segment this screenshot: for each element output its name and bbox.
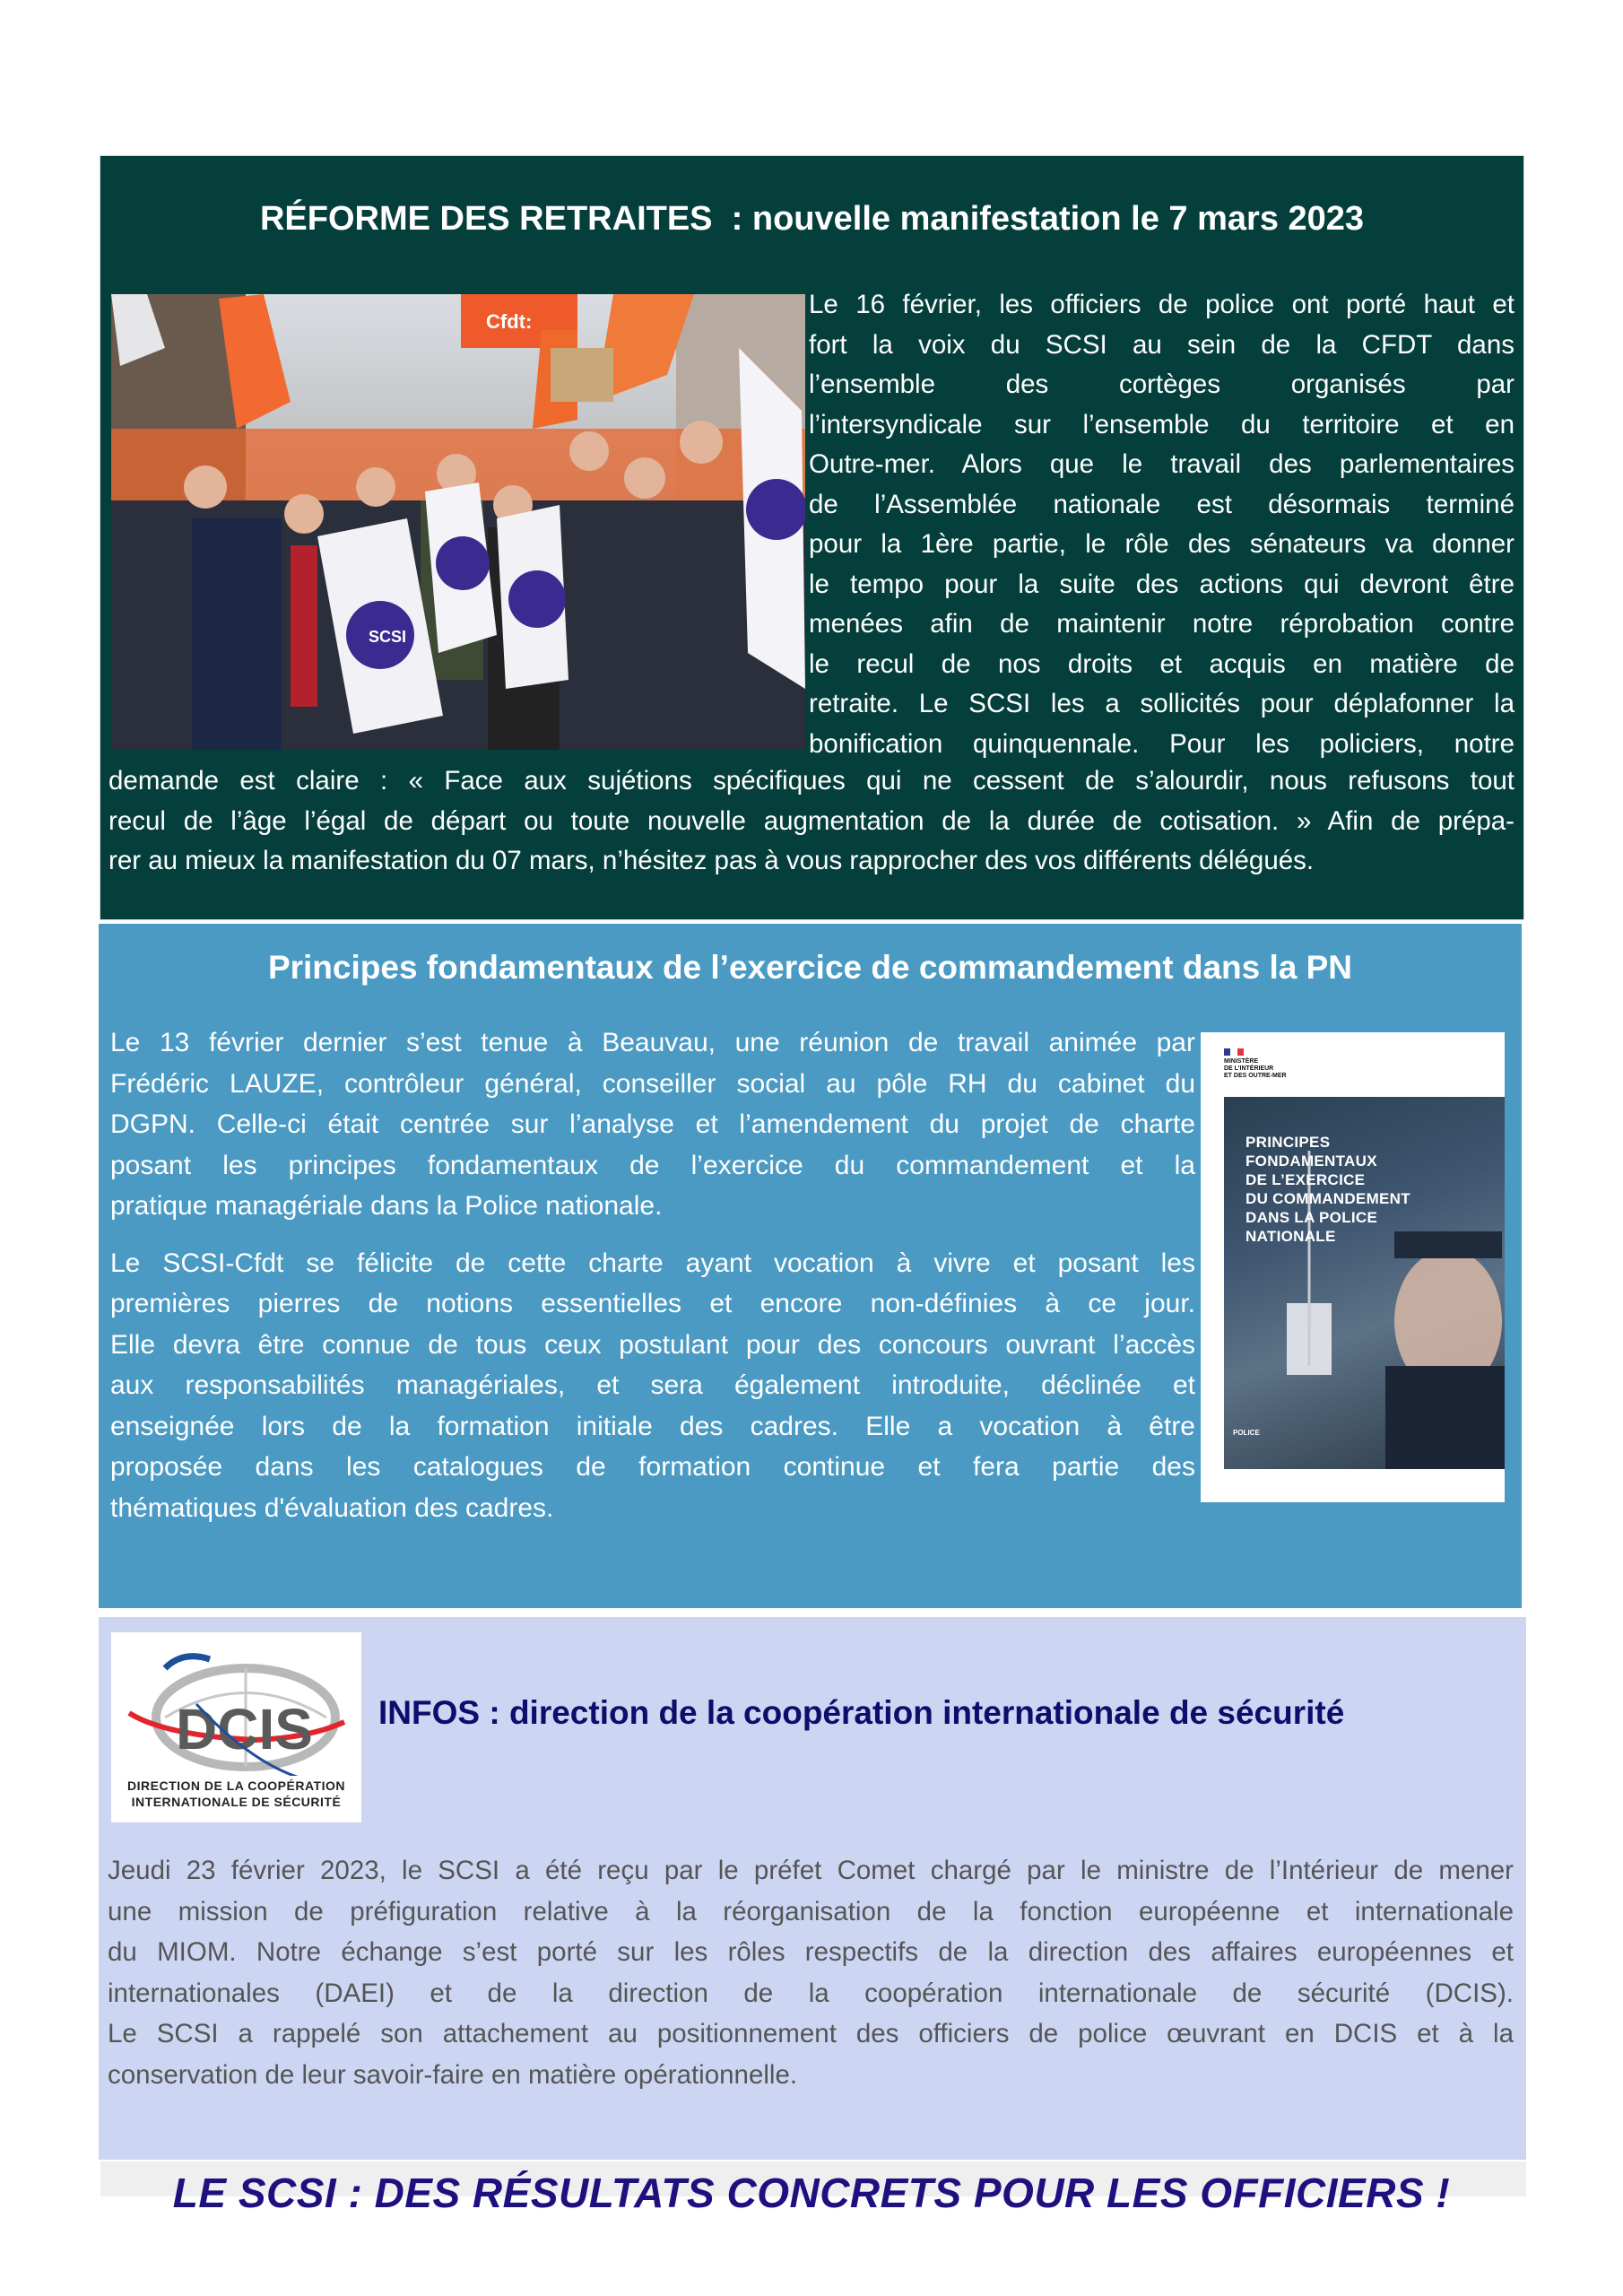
dcis-logo-text: DCIS [176, 1697, 313, 1761]
section-title-dcis: INFOS : direction de la coopération internationale de sécurité [378, 1694, 1345, 1731]
text-line: premières pierres de notions essentielles et encore non-définies à ce jour. [110, 1289, 1195, 1318]
section-principes-commandement [99, 924, 1522, 1608]
cover-title: PRINCIPES FONDAMENTAUX DE L’EXERCICE DU COMMANDEMENT DANS LA POLICE NATIONALE [1245, 1134, 1410, 1245]
paragraph [110, 1022, 1195, 1227]
dcis-caption-line: INTERNATIONALE DE SÉCURITÉ [131, 1795, 342, 1809]
text-line: pratique managériale dans la Police nationale. [110, 1191, 663, 1221]
text-line: thématiques d'évaluation des cadres. [110, 1492, 554, 1523]
french-flag-icon [1224, 1048, 1244, 1056]
text-line: Le 16 février, les officiers de police ont porté haut et [809, 290, 1515, 319]
footer-slogan: LE SCSI : DES RÉSULTATS CONCRETS POUR LES OFFICIERS ! [172, 2170, 1451, 2216]
charter-cover-image [1201, 1032, 1505, 1502]
text-line: Jeudi 23 février 2023, le SCSI a été reçu par le préfet Comet chargé par le ministre de l’Intérieur de mener [108, 1856, 1514, 1885]
text-line: Elle devra être connue de tous ceux postulant pour des concours ouvrant l’accès [110, 1329, 1195, 1360]
article-body-right [809, 285, 1515, 764]
section-title-commandement: Principes fondamentaux de l’exercice de commandement dans la PN [267, 949, 1353, 986]
ministry-label: MINISTÈRE DE L’INTÉRIEUR ET DES OUTRE-MER [1224, 1058, 1287, 1079]
scsi-flag [497, 505, 568, 689]
text-line: de l’Assemblée nationale est désormais terminé [809, 489, 1515, 519]
text-line: demande est claire : « Face aux sujétions spécifiques qui ne cessent de s’alourdir, nous refusons tout [108, 766, 1515, 796]
text-line: l’intersyndicale sur l’ensemble du territoire et en [809, 409, 1515, 439]
demonstration-photo-illustration [111, 294, 805, 750]
text-line: internationales (DAEI) et de la direction de la coopération internationale de sécurité (DCIS). [108, 1978, 1514, 2008]
text-line: conservation de leur savoir-faire en matière opérationnelle. [108, 2059, 798, 2090]
section-infos-dcis [99, 1617, 1526, 2160]
text-line: pour la 1ère partie, le rôle des sénateurs va donner [809, 529, 1515, 559]
police-nationale-logo: POLICE [1233, 1429, 1260, 1437]
article-body-dcis [108, 1850, 1514, 2095]
text-line: posant les principes fondamentaux de l’exercice du commandement et la [110, 1150, 1195, 1180]
section-title-retraites: RÉFORME DES RETRAITES : nouvelle manifestation le 7 mars 2023 [259, 200, 1365, 238]
text-line: menées afin de maintenir notre réprobation contre [809, 609, 1515, 639]
dcis-logo [111, 1632, 361, 1822]
placard [551, 348, 613, 402]
text-line: Le SCSI-Cfdt se félicite de cette charte ayant vocation à vivre et posant les [110, 1248, 1195, 1278]
dcis-globe-icon [111, 1632, 361, 1776]
article-body-commandement [110, 1022, 1195, 1544]
text-line: Le 13 février dernier s’est tenue à Beauvau, une réunion de travail animée par [110, 1028, 1195, 1057]
text-line: bonification quinquennale. Pour les policiers, notre [809, 728, 1515, 759]
text-line: DGPN. Celle-ci était centrée sur l’analyse et l’amendement du projet de charte [110, 1109, 1195, 1139]
cfdt-banner-label: Cfdt: [486, 310, 533, 333]
dcis-caption-line: DIRECTION DE LA COOPÉRATION [127, 1779, 345, 1793]
demonstration-photo [111, 294, 805, 750]
paragraph [110, 1243, 1195, 1529]
text-line: Frédéric LAUZE, contrôleur général, conseiller social au pôle RH du cabinet du [110, 1068, 1195, 1099]
dcis-logo-caption [111, 1778, 361, 1810]
text-line: rer au mieux la manifestation du 07 mars, n’hésitez pas à vous rapprocher des vos différents délégués. [108, 846, 1315, 875]
text-line: retraite. Le SCSI les a sollicités pour déplafonner la [809, 689, 1515, 718]
svg-text:SCSI: SCSI [369, 628, 407, 646]
text-line: Outre-mer. Alors que le travail des parlementaires [809, 449, 1515, 479]
text-line: une mission de préfiguration relative à la réorganisation de la fonction européenne et internationale [108, 1896, 1514, 1926]
section-reforme-retraites [100, 155, 1524, 920]
article-body-full [108, 761, 1515, 882]
text-line: aux responsabilités managériales, et sera également introduite, déclinée et [110, 1370, 1195, 1400]
text-line: Le SCSI a rappelé son attachement au positionnement des officiers de police œuvrant en DCIS et à la [108, 2019, 1514, 2048]
cover-header [1201, 1032, 1505, 1097]
text-line: enseignée lors de la formation initiale des cadres. Elle a vocation à être [110, 1411, 1195, 1441]
text-line: recul de l’âge l’égal de départ ou toute nouvelle augmentation de la durée de cotisation. » Afin de prépa- [108, 805, 1515, 836]
text-line: proposée dans les catalogues de formation continue et fera partie des [110, 1452, 1195, 1482]
person-jacket [192, 518, 282, 750]
text-line: le recul de nos droits et acquis en matière de [809, 648, 1515, 679]
text-line: fort la voix du SCSI au sein de la CFDT dans [809, 329, 1515, 360]
text-line: le tempo pour la suite des actions qui devront être [809, 569, 1515, 599]
cover-photo [1224, 1097, 1505, 1469]
text-line: du MIOM. Notre échange s’est porté sur les rôles respectifs de la direction des affaires européennes et [108, 1937, 1514, 1967]
text-line: l’ensemble des cortèges organisés par [809, 370, 1515, 399]
red-scarf [291, 545, 317, 707]
